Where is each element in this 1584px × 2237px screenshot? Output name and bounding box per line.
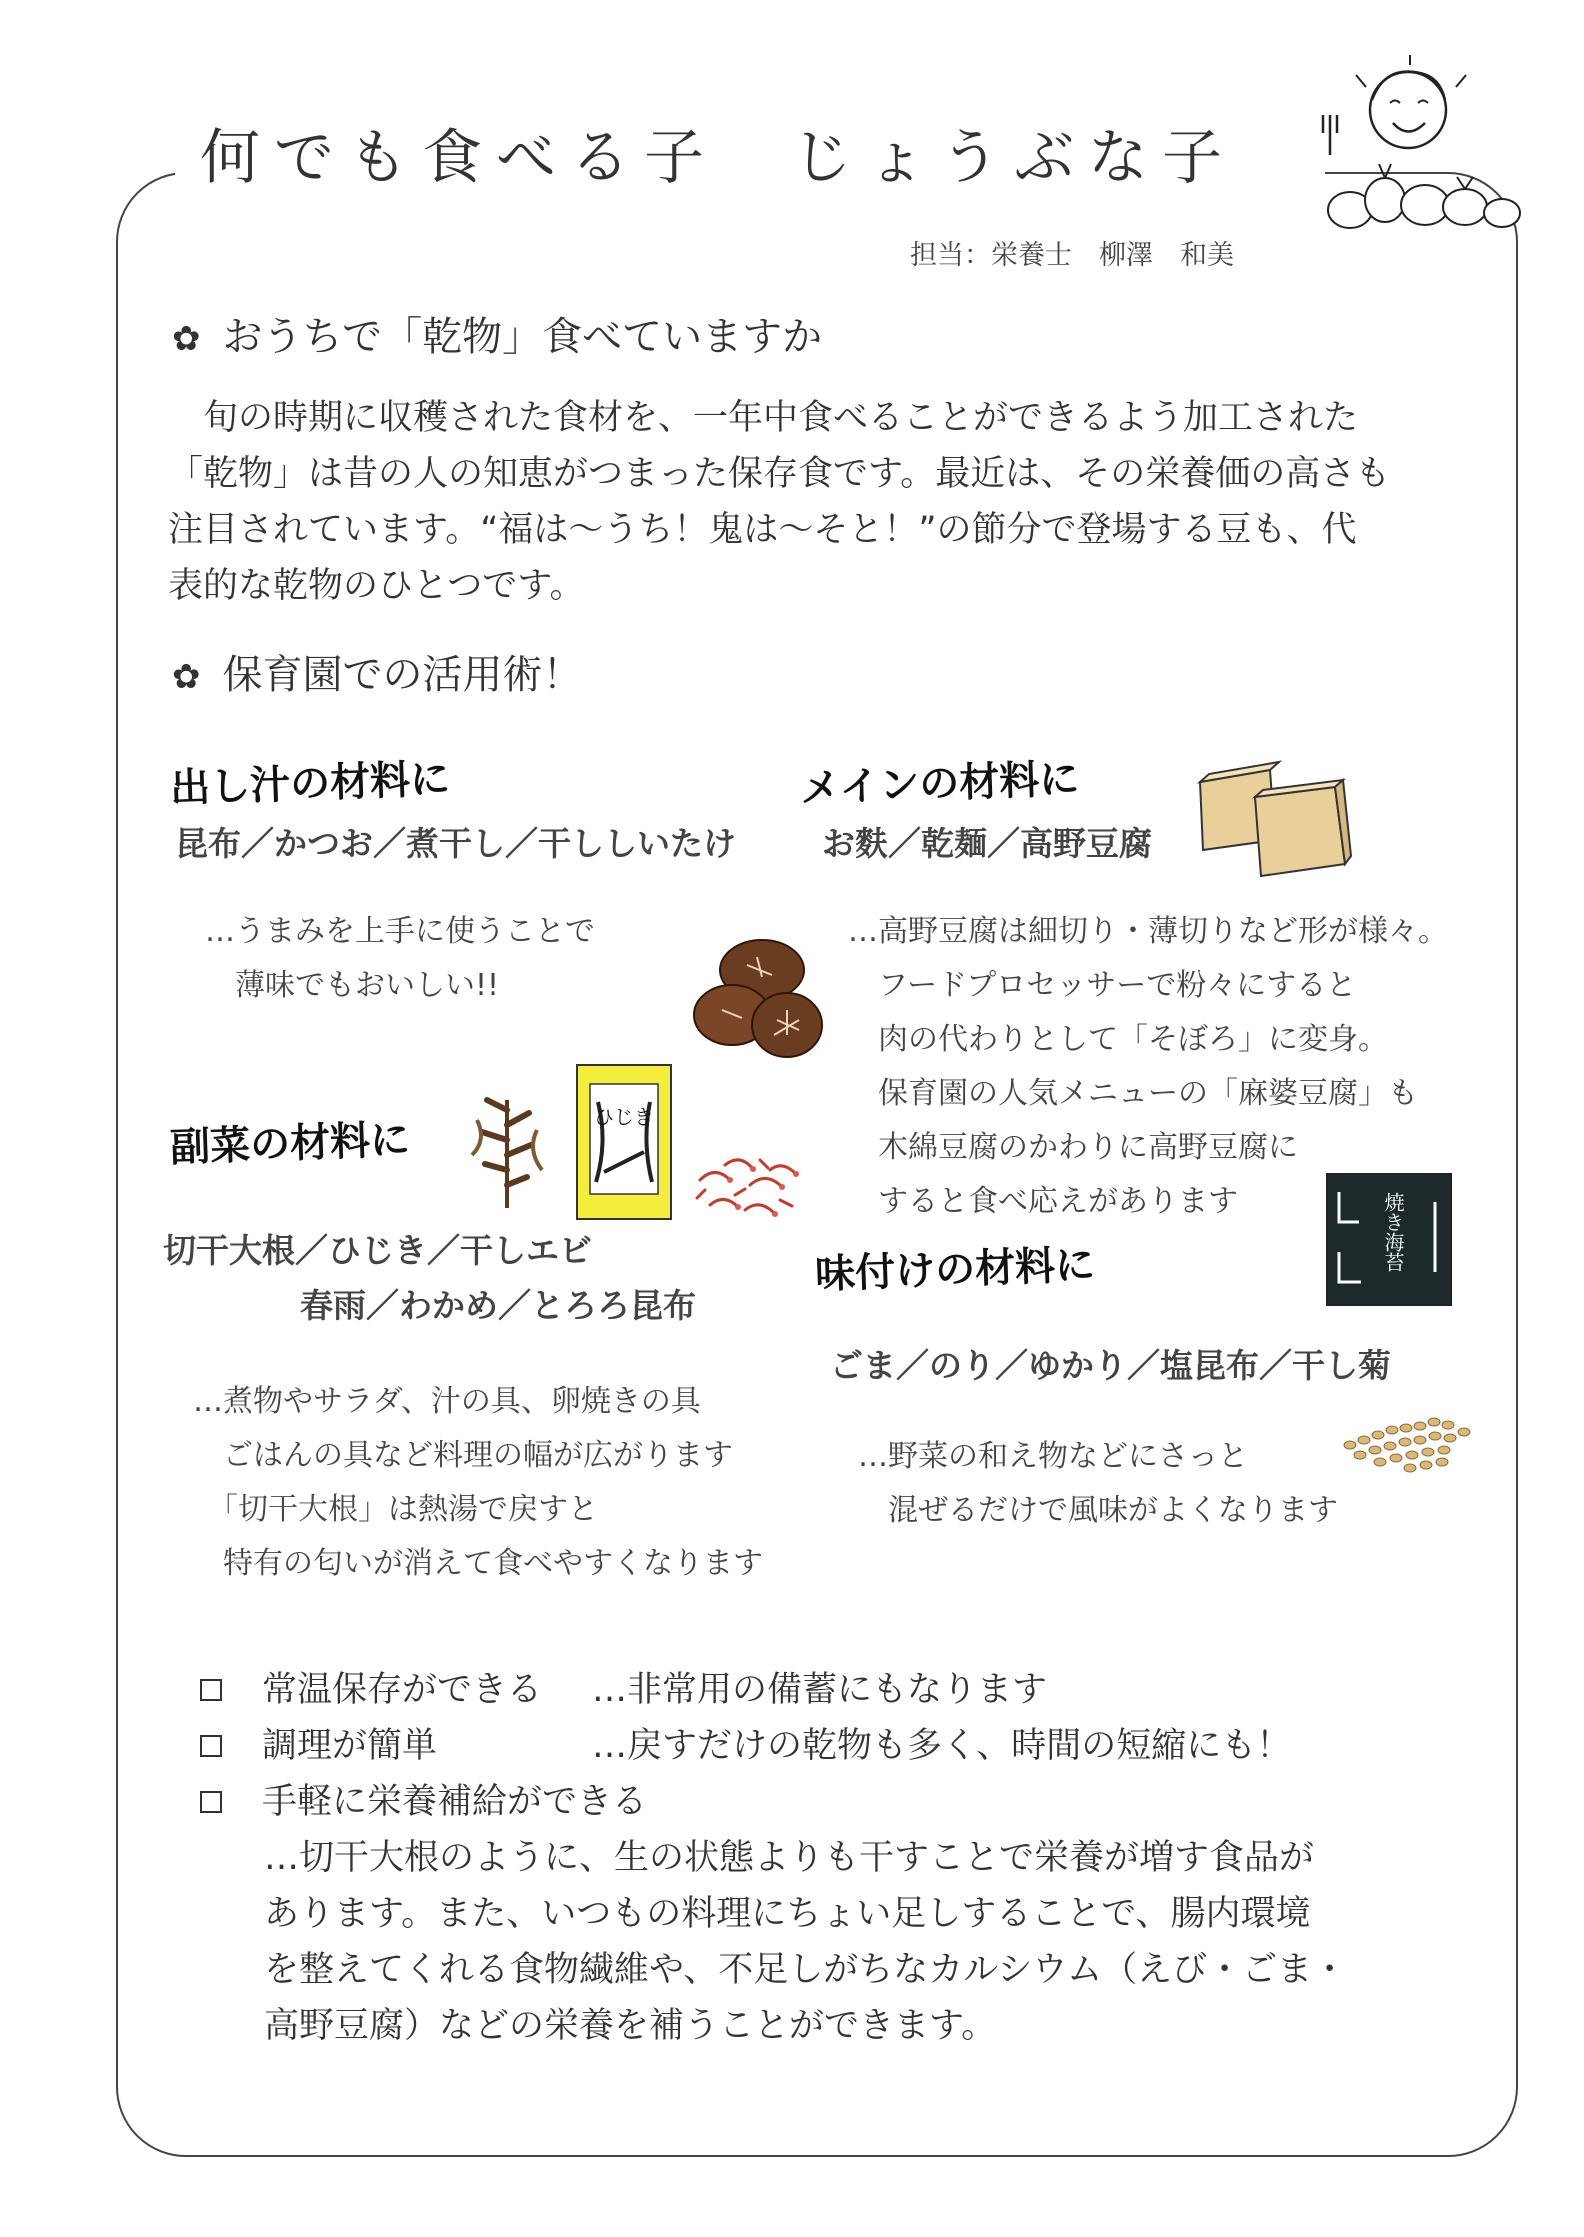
benefit-item xyxy=(200,1774,1347,1830)
benefit-long-line: …切干大根のように、生の状態よりも干すことで栄養が増す食品が xyxy=(264,1838,1315,1878)
flower-icon: ✿ xyxy=(172,319,201,359)
note-line: ごはんの具など料理の幅が広がります xyxy=(193,1438,733,1473)
checkbox-icon xyxy=(200,1791,222,1813)
note-line: 肉の代わりとして「そぼろ」に変身。 xyxy=(848,1022,1388,1057)
benefit-item xyxy=(200,1662,1347,1718)
hijiki-package-illustration xyxy=(574,1062,674,1222)
section-heading-dried-foods xyxy=(172,305,822,362)
benefits-list xyxy=(200,1662,1347,2054)
note-line: 保育園の人気メニューの「麻婆豆腐」も xyxy=(848,1076,1418,1111)
note-line: 薄味でもおいしい!! xyxy=(205,968,500,1003)
paragraph-line: 注目されています。“福は～うち！鬼は～そと！”の節分で登場する豆も、代 xyxy=(168,510,1357,550)
section-heading-nursery-use xyxy=(172,643,583,700)
koya-tofu-illustration xyxy=(1195,752,1355,882)
category-items-side-1: 切干大根／ひじき／干しエビ xyxy=(163,1231,592,1270)
checkbox-icon xyxy=(200,1735,222,1757)
benefit-long-line: を整えてくれる食物繊維や、不足しがちなカルシウム（えび・ごま・ xyxy=(264,1950,1348,1990)
benefit-label: 手軽に栄養補給ができる xyxy=(262,1782,648,1822)
section-heading-text: 保育園での活用術！ xyxy=(222,652,583,698)
category-note-side xyxy=(193,1375,763,1591)
shiitake-illustration xyxy=(692,935,827,1070)
note-line: 「切干大根」は熱湯で戻すと xyxy=(193,1492,598,1527)
paragraph-line: 旬の時期に収穫された食材を、一年中食べることができるよう加工された xyxy=(168,398,1359,438)
hijiki-plant-illustration xyxy=(462,1090,552,1210)
benefit-label: 常温保存ができる xyxy=(262,1670,543,1710)
category-note-dashi xyxy=(205,905,595,1013)
note-line: すると食べ応えがあります xyxy=(848,1184,1238,1219)
intro-paragraph xyxy=(168,390,1468,614)
benefit-long-line: あります。また、いつもの料理にちょい足しすることで、腸内環境 xyxy=(264,1894,1311,1934)
child-vegetables-illustration xyxy=(1290,55,1530,235)
benefit-long-description xyxy=(200,1830,1347,2054)
benefit-label: 調理が簡単 xyxy=(262,1726,438,1766)
benefit-item xyxy=(200,1718,1347,1774)
page-title: 何でも食べる子 じょうぶな子 xyxy=(200,123,1236,193)
paragraph-line: 「乾物」は昔の人の知恵がつまった保存食です。最近は、その栄養価の高さも xyxy=(168,454,1391,494)
note-line: …野菜の和え物などにさっと xyxy=(858,1439,1248,1474)
note-line: 混ぜるだけで風味がよくなります xyxy=(858,1493,1338,1528)
category-heading-main: メインの材料に xyxy=(799,756,1081,812)
nori-package-label: 焼き海苔 xyxy=(1381,1192,1405,1272)
hijiki-package-label: ひじき xyxy=(594,1105,654,1129)
category-items-seasoning: ごま／のり／ゆかり／塩昆布／干し菊 xyxy=(830,1346,1391,1385)
checkbox-icon xyxy=(200,1679,222,1701)
note-line: …煮物やサラダ、汁の具、卵焼きの具 xyxy=(193,1384,701,1419)
flower-icon: ✿ xyxy=(172,657,201,697)
section-heading-text: おうちで「乾物」食べていますか xyxy=(222,314,823,360)
category-note-seasoning xyxy=(858,1430,1338,1538)
note-line: フードプロセッサーで粉々にすると xyxy=(848,968,1357,1003)
nori-package-illustration xyxy=(1325,1172,1453,1307)
paragraph-line: 表的な乾物のひとつです。 xyxy=(168,566,585,606)
category-heading-side: 副菜の材料に xyxy=(169,1116,411,1172)
category-items-side-2: 春雨／わかめ／とろろ昆布 xyxy=(300,1286,696,1325)
sesame-illustration xyxy=(1330,1400,1475,1480)
category-items-dashi: 昆布／かつお／煮干し／干ししいたけ xyxy=(175,824,736,863)
benefit-detail: …戻すだけの乾物も多く、時間の短縮にも！ xyxy=(592,1726,1292,1766)
note-line: 特有の匂いが消えて食べやすくなります xyxy=(193,1546,763,1581)
note-line: …うまみを上手に使うことで xyxy=(205,914,595,949)
author-credit: 担当：栄養士 柳澤 和美 xyxy=(910,240,1234,271)
benefit-detail: …非常用の備蓄にもなります xyxy=(592,1670,1048,1710)
note-line: …高野豆腐は細切り・薄切りなど形が様々。 xyxy=(848,914,1448,949)
category-heading-dashi: 出し汁の材料に xyxy=(169,756,451,812)
benefit-long-line: 高野豆腐）などの栄養を補うことができます。 xyxy=(264,2006,997,2046)
category-items-main: お麩／乾麺／高野豆腐 xyxy=(822,824,1152,863)
dried-shrimp-illustration xyxy=(690,1140,810,1235)
category-heading-seasoning: 味付けの材料に xyxy=(814,1242,1096,1298)
note-line: 木綿豆腐のかわりに高野豆腐に xyxy=(848,1130,1298,1165)
